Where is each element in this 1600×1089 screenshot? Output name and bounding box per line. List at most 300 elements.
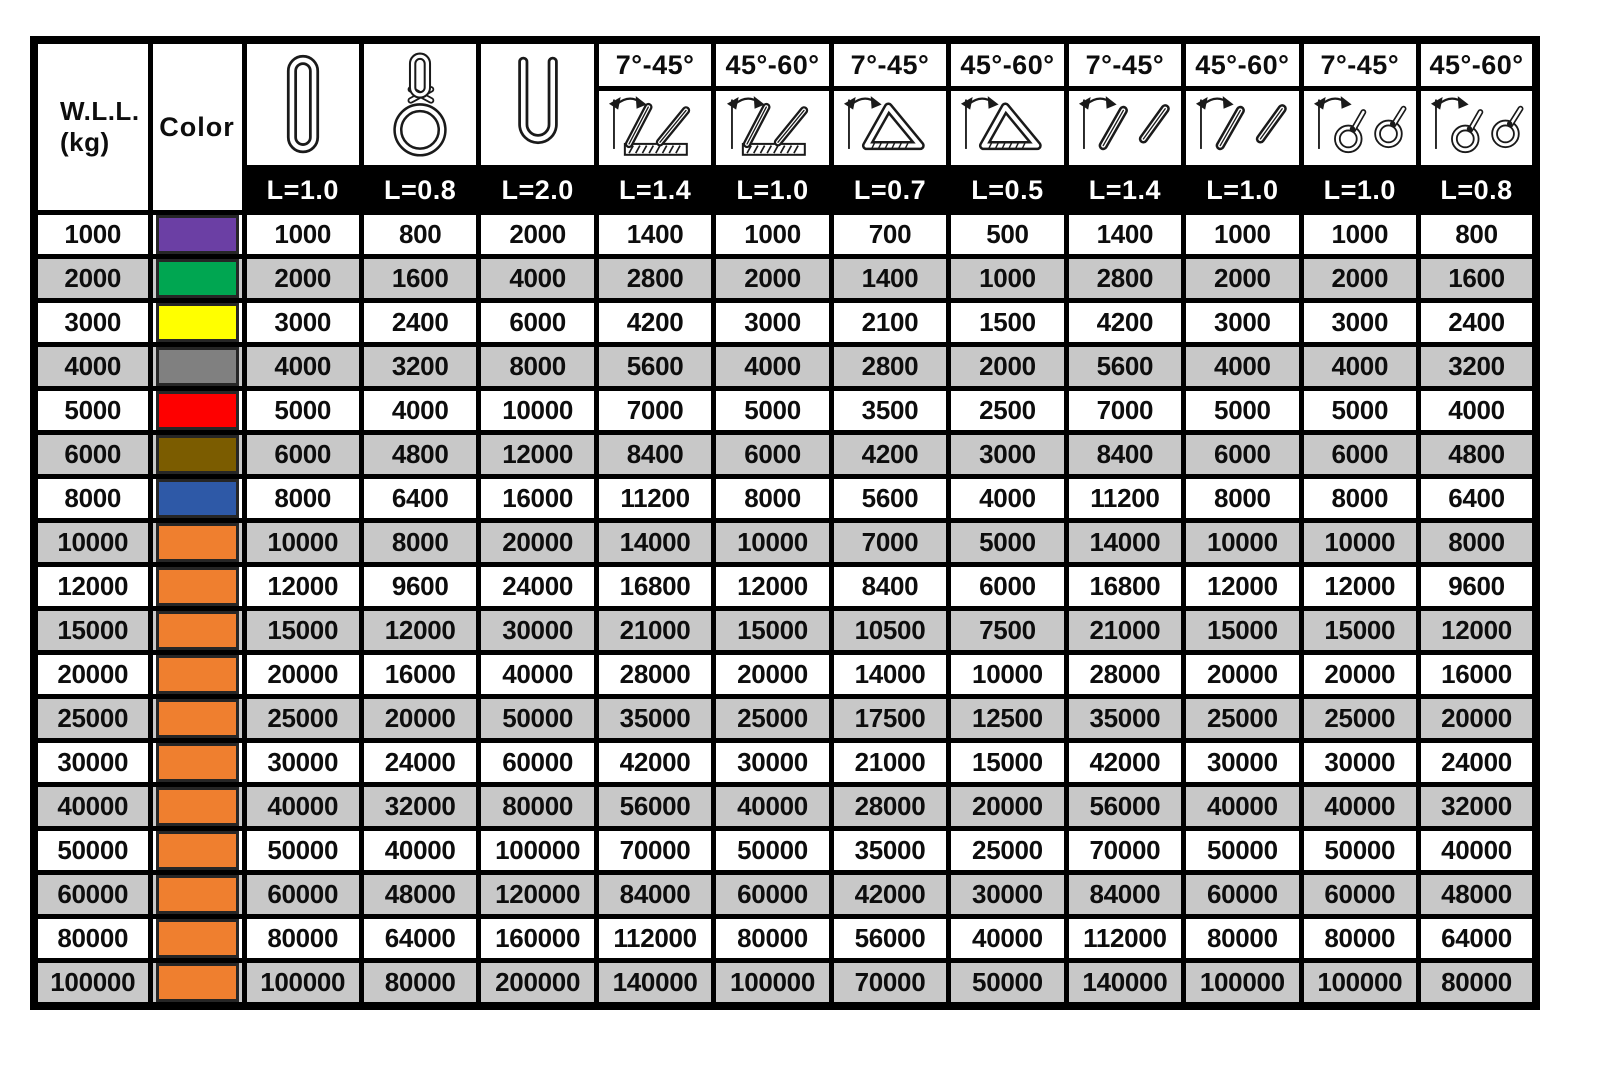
load-value-cell: 84000 xyxy=(1066,873,1183,917)
load-value-cell: 6400 xyxy=(1419,477,1536,521)
load-value-cell: 60000 xyxy=(1301,873,1418,917)
wll-value-cell: 2000 xyxy=(34,257,150,301)
load-value-cell: 40000 xyxy=(1184,785,1301,829)
color-swatch-orange xyxy=(156,699,239,738)
load-value-cell: 17500 xyxy=(831,697,948,741)
wll-header-line2: (kg) xyxy=(60,127,110,157)
color-swatch-orange xyxy=(156,743,239,782)
color-swatch-cell xyxy=(150,961,244,1007)
load-value-cell: 4200 xyxy=(1066,301,1183,345)
load-value-cell: 700 xyxy=(831,213,948,257)
load-value-cell: 8400 xyxy=(1066,433,1183,477)
table-row xyxy=(34,785,1536,829)
load-value-cell: 30000 xyxy=(1184,741,1301,785)
color-swatch-orange xyxy=(156,831,239,870)
wll-value-cell: 50000 xyxy=(34,829,150,873)
load-value-cell: 60000 xyxy=(714,873,831,917)
two-single-slings-angle-icon xyxy=(1186,91,1298,165)
load-value-cell: 500 xyxy=(949,213,1066,257)
load-value-cell: 11200 xyxy=(596,477,713,521)
load-value-cell: 10000 xyxy=(714,521,831,565)
load-value-cell: 70000 xyxy=(1066,829,1183,873)
load-value-cell: 10000 xyxy=(949,653,1066,697)
load-value-cell: 5000 xyxy=(1184,389,1301,433)
table-row xyxy=(34,829,1536,873)
load-value-cell: 4000 xyxy=(361,389,478,433)
load-value-cell: 10000 xyxy=(1301,521,1418,565)
load-value-cell: 4200 xyxy=(596,301,713,345)
table-row xyxy=(34,653,1536,697)
two-leg-sling-load-icon xyxy=(599,91,711,165)
load-value-cell: 50000 xyxy=(714,829,831,873)
load-value-cell: 60000 xyxy=(1184,873,1301,917)
load-value-cell: 6000 xyxy=(1301,433,1418,477)
load-value-cell: 4000 xyxy=(714,345,831,389)
basket-hitch-icon xyxy=(481,47,593,163)
load-value-cell: 4800 xyxy=(1419,433,1536,477)
color-swatch-cell xyxy=(150,345,244,389)
load-value-cell: 8000 xyxy=(1184,477,1301,521)
angle-header-cell: 45°-60° xyxy=(1184,40,1301,89)
load-factor-cell: L=1.4 xyxy=(596,168,713,213)
table-row xyxy=(34,873,1536,917)
load-value-cell: 30000 xyxy=(1301,741,1418,785)
load-value-cell: 8000 xyxy=(1301,477,1418,521)
load-value-cell: 10000 xyxy=(479,389,596,433)
load-value-cell: 16800 xyxy=(596,565,713,609)
load-factor-cell: L=2.0 xyxy=(479,168,596,213)
load-value-cell: 4000 xyxy=(244,345,361,389)
load-value-cell: 16800 xyxy=(1066,565,1183,609)
load-value-cell: 14000 xyxy=(831,653,948,697)
wll-value-cell: 100000 xyxy=(34,961,150,1007)
hitch-icon-cell xyxy=(831,89,948,168)
load-value-cell: 40000 xyxy=(244,785,361,829)
load-value-cell: 40000 xyxy=(949,917,1066,961)
load-value-cell: 15000 xyxy=(1184,609,1301,653)
load-value-cell: 42000 xyxy=(831,873,948,917)
load-value-cell: 3000 xyxy=(1301,301,1418,345)
color-swatch-orange xyxy=(156,655,239,694)
hitch-icon-cell xyxy=(361,40,478,168)
load-value-cell: 25000 xyxy=(1301,697,1418,741)
vertical-hitch-icon xyxy=(247,47,359,163)
wll-value-cell: 20000 xyxy=(34,653,150,697)
load-factor-row xyxy=(34,168,1536,213)
table-row xyxy=(34,697,1536,741)
load-value-cell: 112000 xyxy=(596,917,713,961)
choker-hitch-icon xyxy=(364,47,476,163)
load-value-cell: 5000 xyxy=(714,389,831,433)
load-value-cell: 12500 xyxy=(949,697,1066,741)
wll-value-cell: 3000 xyxy=(34,301,150,345)
load-value-cell: 1500 xyxy=(949,301,1066,345)
color-swatch-cell xyxy=(150,477,244,521)
load-value-cell: 14000 xyxy=(1066,521,1183,565)
wll-header-cell xyxy=(34,40,150,213)
hitch-icon-cell xyxy=(479,40,596,168)
load-value-cell: 2400 xyxy=(1419,301,1536,345)
load-value-cell: 4000 xyxy=(1184,345,1301,389)
load-value-cell: 1400 xyxy=(1066,213,1183,257)
hitch-icon-cell xyxy=(596,89,713,168)
load-value-cell: 40000 xyxy=(361,829,478,873)
load-value-cell: 80000 xyxy=(1301,917,1418,961)
hitch-icon-cell xyxy=(949,89,1066,168)
load-value-cell: 3200 xyxy=(361,345,478,389)
load-value-cell: 5000 xyxy=(1301,389,1418,433)
load-value-cell: 25000 xyxy=(244,697,361,741)
load-value-cell: 8000 xyxy=(479,345,596,389)
wll-value-cell: 12000 xyxy=(34,565,150,609)
load-factor-cell: L=0.7 xyxy=(831,168,948,213)
load-value-cell: 8000 xyxy=(244,477,361,521)
angle-header-cell: 45°-60° xyxy=(714,40,831,89)
triangle-basket-load-icon xyxy=(951,91,1063,165)
load-value-cell: 800 xyxy=(361,213,478,257)
load-value-cell: 80000 xyxy=(1184,917,1301,961)
load-value-cell: 48000 xyxy=(1419,873,1536,917)
wll-value-cell: 4000 xyxy=(34,345,150,389)
wll-value-cell: 60000 xyxy=(34,873,150,917)
load-value-cell: 1000 xyxy=(1184,213,1301,257)
load-value-cell: 20000 xyxy=(479,521,596,565)
color-swatch-yellow xyxy=(156,303,239,342)
load-value-cell: 40000 xyxy=(1419,829,1536,873)
load-value-cell: 4000 xyxy=(1301,345,1418,389)
load-value-cell: 8000 xyxy=(361,521,478,565)
load-value-cell: 20000 xyxy=(1184,653,1301,697)
load-value-cell: 2500 xyxy=(949,389,1066,433)
load-value-cell: 28000 xyxy=(1066,653,1183,697)
color-swatch-cell xyxy=(150,565,244,609)
table-row xyxy=(34,609,1536,653)
load-value-cell: 30000 xyxy=(244,741,361,785)
load-value-cell: 25000 xyxy=(1184,697,1301,741)
load-value-cell: 7000 xyxy=(831,521,948,565)
load-value-cell: 24000 xyxy=(1419,741,1536,785)
wll-header-line1: W.L.L. xyxy=(60,96,140,127)
color-swatch-orange xyxy=(156,567,239,606)
load-value-cell: 6000 xyxy=(479,301,596,345)
load-value-cell: 24000 xyxy=(361,741,478,785)
load-value-cell: 8000 xyxy=(1419,521,1536,565)
load-value-cell: 50000 xyxy=(1184,829,1301,873)
angle-header-cell: 7°-45° xyxy=(831,40,948,89)
load-value-cell: 11200 xyxy=(1066,477,1183,521)
wll-value-cell: 80000 xyxy=(34,917,150,961)
table-row xyxy=(34,345,1536,389)
load-value-cell: 1000 xyxy=(949,257,1066,301)
load-value-cell: 35000 xyxy=(831,829,948,873)
hitch-icon-cell xyxy=(1184,89,1301,168)
load-value-cell: 20000 xyxy=(361,697,478,741)
load-value-cell: 100000 xyxy=(1184,961,1301,1007)
load-value-cell: 80000 xyxy=(1419,961,1536,1007)
load-value-cell: 4000 xyxy=(949,477,1066,521)
load-value-cell: 15000 xyxy=(949,741,1066,785)
color-swatch-cell xyxy=(150,873,244,917)
header-angle-row xyxy=(34,40,1536,89)
load-value-cell: 70000 xyxy=(596,829,713,873)
load-value-cell: 50000 xyxy=(479,697,596,741)
wll-value-cell: 30000 xyxy=(34,741,150,785)
load-value-cell: 28000 xyxy=(596,653,713,697)
load-value-cell: 800 xyxy=(1419,213,1536,257)
load-value-cell: 14000 xyxy=(596,521,713,565)
load-value-cell: 35000 xyxy=(1066,697,1183,741)
load-value-cell: 12000 xyxy=(1301,565,1418,609)
color-swatch-cell xyxy=(150,785,244,829)
load-value-cell: 15000 xyxy=(714,609,831,653)
load-value-cell: 30000 xyxy=(714,741,831,785)
angle-header-cell: 7°-45° xyxy=(1066,40,1183,89)
load-factor-cell: L=1.0 xyxy=(1184,168,1301,213)
color-swatch-cell xyxy=(150,257,244,301)
angle-header-cell: 7°-45° xyxy=(1301,40,1418,89)
wll-value-cell: 10000 xyxy=(34,521,150,565)
load-value-cell: 30000 xyxy=(479,609,596,653)
load-value-cell: 7000 xyxy=(596,389,713,433)
load-factor-cell: L=1.4 xyxy=(1066,168,1183,213)
color-swatch-orange xyxy=(156,875,239,914)
load-value-cell: 3000 xyxy=(1184,301,1301,345)
table-row xyxy=(34,433,1536,477)
load-value-cell: 1600 xyxy=(361,257,478,301)
load-value-cell: 200000 xyxy=(479,961,596,1007)
load-factor-cell: L=1.0 xyxy=(1301,168,1418,213)
load-value-cell: 60000 xyxy=(479,741,596,785)
load-value-cell: 140000 xyxy=(1066,961,1183,1007)
load-value-cell: 5000 xyxy=(244,389,361,433)
load-value-cell: 6000 xyxy=(949,565,1066,609)
load-value-cell: 3500 xyxy=(831,389,948,433)
angle-header-cell: 45°-60° xyxy=(1419,40,1536,89)
wll-value-cell: 15000 xyxy=(34,609,150,653)
load-value-cell: 4000 xyxy=(479,257,596,301)
load-value-cell: 42000 xyxy=(1066,741,1183,785)
color-swatch-cell xyxy=(150,653,244,697)
color-swatch-orange xyxy=(156,611,239,650)
load-value-cell: 8400 xyxy=(596,433,713,477)
color-swatch-cell xyxy=(150,741,244,785)
load-value-cell: 1000 xyxy=(714,213,831,257)
load-value-cell: 140000 xyxy=(596,961,713,1007)
table-row xyxy=(34,477,1536,521)
table-row xyxy=(34,521,1536,565)
load-value-cell: 10500 xyxy=(831,609,948,653)
load-value-cell: 25000 xyxy=(949,829,1066,873)
two-choker-slings-angle-icon xyxy=(1421,91,1532,165)
load-value-cell: 6000 xyxy=(714,433,831,477)
load-value-cell: 35000 xyxy=(596,697,713,741)
color-swatch-blue xyxy=(156,479,239,518)
angle-header-cell: 45°-60° xyxy=(949,40,1066,89)
wll-rating-chart xyxy=(30,36,1540,1010)
wll-value-cell: 40000 xyxy=(34,785,150,829)
triangle-basket-load-icon xyxy=(834,91,946,165)
load-value-cell: 1400 xyxy=(831,257,948,301)
load-value-cell: 4800 xyxy=(361,433,478,477)
load-value-cell: 5600 xyxy=(1066,345,1183,389)
load-value-cell: 20000 xyxy=(244,653,361,697)
load-value-cell: 21000 xyxy=(831,741,948,785)
load-value-cell: 100000 xyxy=(714,961,831,1007)
load-value-cell: 56000 xyxy=(1066,785,1183,829)
load-value-cell: 5600 xyxy=(596,345,713,389)
load-value-cell: 20000 xyxy=(714,653,831,697)
load-value-cell: 20000 xyxy=(1301,653,1418,697)
load-value-cell: 100000 xyxy=(244,961,361,1007)
load-value-cell: 2800 xyxy=(831,345,948,389)
color-swatch-cell xyxy=(150,389,244,433)
load-value-cell: 56000 xyxy=(831,917,948,961)
load-value-cell: 2000 xyxy=(244,257,361,301)
table-row xyxy=(34,213,1536,257)
color-swatch-cell xyxy=(150,917,244,961)
load-value-cell: 12000 xyxy=(714,565,831,609)
color-swatch-gray xyxy=(156,347,239,386)
load-value-cell: 1000 xyxy=(244,213,361,257)
wll-value-cell: 25000 xyxy=(34,697,150,741)
color-swatch-cell xyxy=(150,697,244,741)
load-factor-cell: L=0.5 xyxy=(949,168,1066,213)
color-swatch-cell xyxy=(150,433,244,477)
load-factor-cell: L=1.0 xyxy=(714,168,831,213)
load-value-cell: 7500 xyxy=(949,609,1066,653)
load-value-cell: 64000 xyxy=(361,917,478,961)
load-value-cell: 12000 xyxy=(244,565,361,609)
load-value-cell: 80000 xyxy=(361,961,478,1007)
load-value-cell: 21000 xyxy=(596,609,713,653)
load-value-cell: 2800 xyxy=(1066,257,1183,301)
load-value-cell: 6000 xyxy=(1184,433,1301,477)
load-value-cell: 5600 xyxy=(831,477,948,521)
load-value-cell: 50000 xyxy=(949,961,1066,1007)
wll-value-cell: 8000 xyxy=(34,477,150,521)
table-row xyxy=(34,301,1536,345)
load-value-cell: 2400 xyxy=(361,301,478,345)
load-value-cell: 100000 xyxy=(479,829,596,873)
load-value-cell: 40000 xyxy=(714,785,831,829)
table-row xyxy=(34,389,1536,433)
load-factor-cell: L=0.8 xyxy=(1419,168,1536,213)
load-value-cell: 12000 xyxy=(479,433,596,477)
load-value-cell: 50000 xyxy=(1301,829,1418,873)
color-swatch-orange xyxy=(156,523,239,562)
load-value-cell: 80000 xyxy=(479,785,596,829)
load-value-cell: 80000 xyxy=(714,917,831,961)
load-value-cell: 32000 xyxy=(361,785,478,829)
load-value-cell: 3000 xyxy=(714,301,831,345)
load-value-cell: 16000 xyxy=(1419,653,1536,697)
load-value-cell: 24000 xyxy=(479,565,596,609)
load-value-cell: 9600 xyxy=(1419,565,1536,609)
color-swatch-green xyxy=(156,259,239,298)
wll-value-cell: 1000 xyxy=(34,213,150,257)
load-value-cell: 30000 xyxy=(949,873,1066,917)
load-value-cell: 15000 xyxy=(1301,609,1418,653)
load-value-cell: 21000 xyxy=(1066,609,1183,653)
load-value-cell: 40000 xyxy=(1301,785,1418,829)
load-value-cell: 25000 xyxy=(714,697,831,741)
table-row xyxy=(34,917,1536,961)
load-value-cell: 2000 xyxy=(949,345,1066,389)
load-value-cell: 2100 xyxy=(831,301,948,345)
load-value-cell: 40000 xyxy=(479,653,596,697)
load-value-cell: 15000 xyxy=(244,609,361,653)
color-swatch-cell xyxy=(150,521,244,565)
wll-rating-table xyxy=(30,36,1540,1010)
color-swatch-purple xyxy=(156,215,239,254)
hitch-icon-cell xyxy=(1066,89,1183,168)
load-value-cell: 20000 xyxy=(1419,697,1536,741)
load-value-cell: 2000 xyxy=(1184,257,1301,301)
load-value-cell: 20000 xyxy=(949,785,1066,829)
load-value-cell: 8000 xyxy=(714,477,831,521)
two-leg-sling-load-icon xyxy=(716,91,828,165)
load-value-cell: 64000 xyxy=(1419,917,1536,961)
load-value-cell: 2000 xyxy=(479,213,596,257)
load-value-cell: 4000 xyxy=(1419,389,1536,433)
load-value-cell: 112000 xyxy=(1066,917,1183,961)
load-value-cell: 16000 xyxy=(479,477,596,521)
load-value-cell: 8400 xyxy=(831,565,948,609)
load-value-cell: 2800 xyxy=(596,257,713,301)
load-value-cell: 2000 xyxy=(714,257,831,301)
hitch-icon-cell xyxy=(1419,89,1536,168)
load-value-cell: 160000 xyxy=(479,917,596,961)
load-value-cell: 56000 xyxy=(596,785,713,829)
color-swatch-cell xyxy=(150,213,244,257)
load-value-cell: 32000 xyxy=(1419,785,1536,829)
load-value-cell: 1600 xyxy=(1419,257,1536,301)
load-value-cell: 3000 xyxy=(244,301,361,345)
color-swatch-orange xyxy=(156,919,239,958)
load-factor-cell: L=0.8 xyxy=(361,168,478,213)
load-value-cell: 3200 xyxy=(1419,345,1536,389)
load-value-cell: 42000 xyxy=(596,741,713,785)
hitch-icon-cell xyxy=(244,40,361,168)
load-value-cell: 6400 xyxy=(361,477,478,521)
two-choker-slings-angle-icon xyxy=(1304,91,1416,165)
load-value-cell: 12000 xyxy=(361,609,478,653)
load-value-cell: 48000 xyxy=(361,873,478,917)
load-value-cell: 4200 xyxy=(831,433,948,477)
hitch-icon-cell xyxy=(1301,89,1418,168)
wll-value-cell: 5000 xyxy=(34,389,150,433)
load-value-cell: 1400 xyxy=(596,213,713,257)
load-factor-cell: L=1.0 xyxy=(244,168,361,213)
load-value-cell: 10000 xyxy=(244,521,361,565)
color-swatch-cell xyxy=(150,301,244,345)
load-value-cell: 3000 xyxy=(949,433,1066,477)
load-value-cell: 120000 xyxy=(479,873,596,917)
hitch-icon-cell xyxy=(714,89,831,168)
load-value-cell: 100000 xyxy=(1301,961,1418,1007)
angle-header-cell: 7°-45° xyxy=(596,40,713,89)
load-value-cell: 1000 xyxy=(1301,213,1418,257)
color-swatch-orange xyxy=(156,787,239,826)
wll-value-cell: 6000 xyxy=(34,433,150,477)
load-value-cell: 70000 xyxy=(831,961,948,1007)
load-value-cell: 28000 xyxy=(831,785,948,829)
load-value-cell: 2000 xyxy=(1301,257,1418,301)
two-single-slings-angle-icon xyxy=(1069,91,1181,165)
load-value-cell: 7000 xyxy=(1066,389,1183,433)
color-swatch-red xyxy=(156,391,239,430)
load-value-cell: 6000 xyxy=(244,433,361,477)
